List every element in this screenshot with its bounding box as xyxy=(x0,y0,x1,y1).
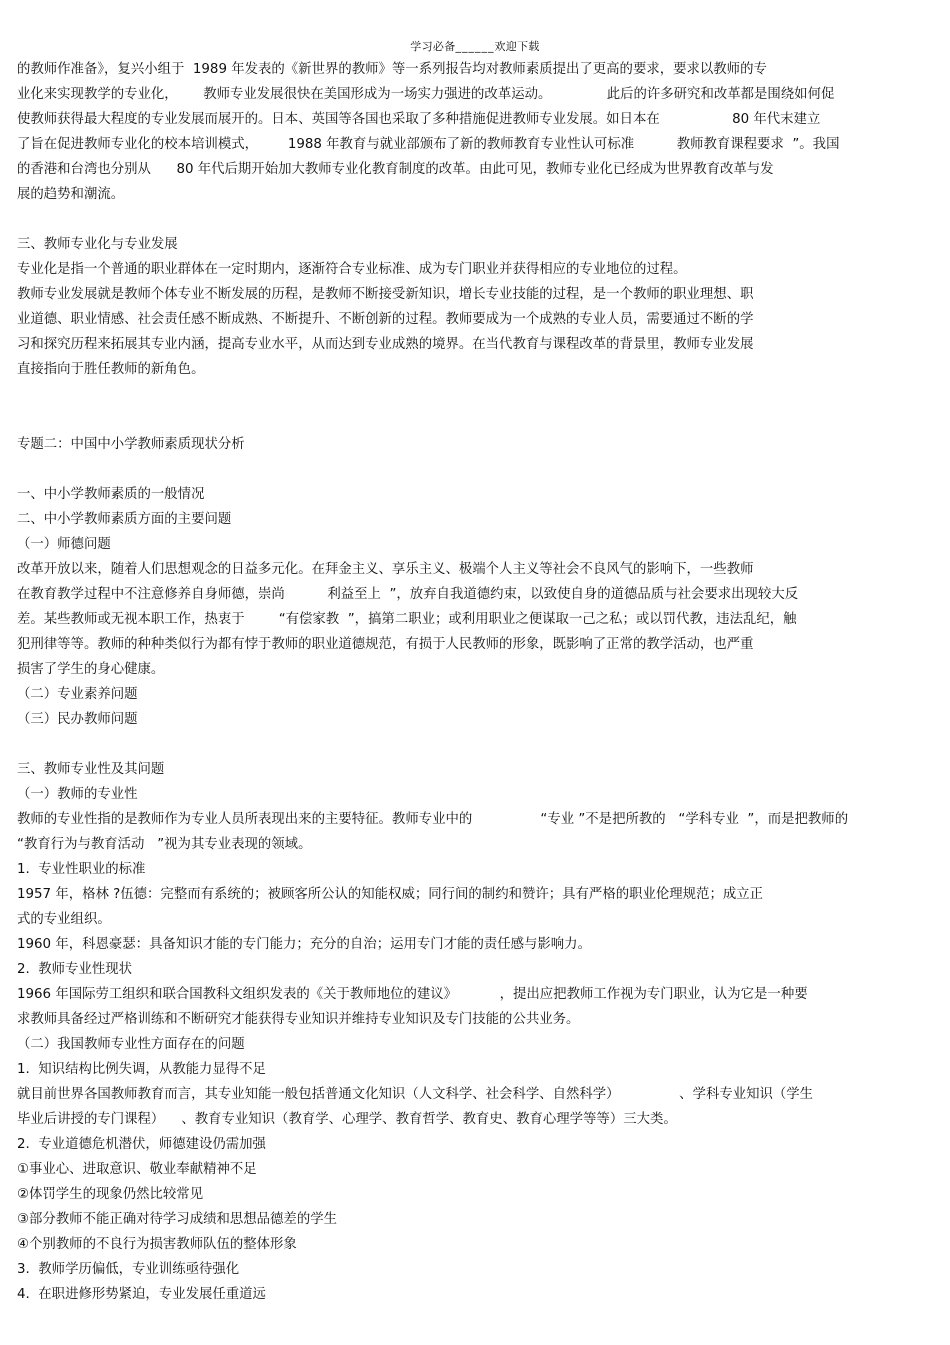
list-item: ②体罚学生的现象仍然比较常见 xyxy=(17,1187,204,1202)
paragraph-line: 的香港和台湾也分别从 80 年代后期开始加大教师专业化教育制度的改革。由此可见，教师专业化已经成为世界教育改革与发 xyxy=(17,162,774,177)
paragraph-line: 1966 年国际劳工组织和联合国教科文组织发表的《关于教师地位的建议》 ，提出应把教师工作视为专门职业，认为它是一种要 xyxy=(17,987,808,1002)
list-item: ①事业心、进取意识、敬业奉献精神不足 xyxy=(17,1162,257,1177)
paragraph-line: 展的趋势和潮流。 xyxy=(17,187,125,202)
paragraph-line: 专业化是指一个普通的职业群体在一定时期内，逐渐符合专业标准、成为专门职业并获得相应的专业地位的过程。 xyxy=(17,262,687,277)
section-heading: 一、中小学教师素质的一般情况 xyxy=(17,487,205,502)
paragraph-line: 式的专业组织。 xyxy=(17,912,111,927)
paragraph-line: 教师专业发展就是教师个体专业不断发展的历程，是教师不断接受新知识，增长专业技能的过程，是一个教师的职业理想、职 xyxy=(17,287,754,302)
paragraph-line: 的教师作准备》，复兴小组于 1989 年发表的《新世界的教师》等一系列报告均对教师素质提出了更高的要求，要求以教师的专 xyxy=(17,62,767,77)
paragraph-line: 在教育教学过程中不注意修养自身师德，崇尚 利益至上 ”，放弃自我道德约束，以致使自身的道德品质与社会要求出现较大反 xyxy=(17,587,799,602)
paragraph-line: 损害了学生的身心健康。 xyxy=(17,662,165,677)
paragraph-line: 差。某些教师或无视本职工作，热衷于 “有偿家教 ”，搞第二职业；或利用职业之便谋取一己之私；或以罚代教，违法乱纪，触 xyxy=(17,612,797,627)
paragraph-line: 1957 年，格林 ?伍德：完整而有系统的；被顾客所公认的知能权威；同行间的制约和赞许；具有严格的职业伦理规范；成立正 xyxy=(17,887,764,902)
numbered-heading: 4. 在职进修形势紧迫，专业发展任重道远 xyxy=(17,1287,266,1302)
paragraph-line: 使教师获得最大程度的专业发展而展开的。日本、英国等各国也采取了多种措施促进教师专业发展。如日本在 80 年代末建立 xyxy=(17,112,821,127)
topic-heading: 专题二：中国中小学教师素质现状分析 xyxy=(17,437,245,452)
numbered-heading: 1. 专业性职业的标准 xyxy=(17,862,146,877)
paragraph-line: 直接指向于胜任教师的新角色。 xyxy=(17,362,205,377)
paragraph-line: 犯刑律等等。教师的种种类似行为都有悖于教师的职业道德规范，有损于人民教师的形象，既影响了正常的教学活动，也严重 xyxy=(17,637,754,652)
paragraph-line: 教师的专业性指的是教师作为专业人员所表现出来的主要特征。教师专业中的 “专业 ”不是把所教的 “学科专业 ”，而是把教师的 xyxy=(17,812,849,827)
header-right: 欢迎下载 xyxy=(494,40,540,53)
paragraph-line: 改革开放以来，随着人们思想观念的日益多元化。在拜金主义、享乐主义、极端个人主义等社会不良风气的影响下，一些教师 xyxy=(17,562,754,577)
paragraph-line: 业道德、职业情感、社会责任感不断成熟、不断提升、不断创新的过程。教师要成为一个成熟的专业人员，需要通过不断的学 xyxy=(17,312,754,327)
list-item: ③部分教师不能正确对待学习成绩和思想品德差的学生 xyxy=(17,1212,337,1227)
paragraph-line: 求教师具备经过严格训练和不断研究才能获得专业知识并维持专业知识及专门技能的公共业务。 xyxy=(17,1012,580,1027)
numbered-heading: 1. 知识结构比例失调，从教能力显得不足 xyxy=(17,1062,266,1077)
header-left: 学习必备 xyxy=(410,40,456,53)
paragraph-line: 1960 年，科恩豪瑟：具备知识才能的专门能力；充分的自治；运用专门才能的责任感与影响力。 xyxy=(17,937,591,952)
paragraph-line: 业化来实现教学的专业化， 教师专业发展很快在美国形成为一场实力强进的改革运动。 此后的许多研究和改革都是围绕如何促 xyxy=(17,87,835,102)
numbered-heading: 2. 专业道德危机潜伏，师德建设仍需加强 xyxy=(17,1137,266,1152)
page-header xyxy=(0,40,950,54)
subsection-heading: （二）我国教师专业性方面存在的问题 xyxy=(17,1037,245,1052)
numbered-heading: 3. 教师学历偏低，专业训练亟待强化 xyxy=(17,1262,240,1277)
subsection-heading: （三）民办教师问题 xyxy=(17,712,138,727)
subsection-heading: （二）专业素养问题 xyxy=(17,687,138,702)
section-heading: 三、教师专业性及其问题 xyxy=(17,762,165,777)
paragraph-line: 习和探究历程来拓展其专业内涵，提高专业水平，从而达到专业成熟的境界。在当代教育与课程改革的背景里，教师专业发展 xyxy=(17,337,754,352)
subsection-heading: （一）教师的专业性 xyxy=(17,787,138,802)
paragraph-line: “教育行为与教育活动 ”视为其专业表现的领域。 xyxy=(17,837,312,852)
list-item: ④个别教师的不良行为损害教师队伍的整体形象 xyxy=(17,1237,297,1252)
subsection-heading: （一）师德问题 xyxy=(17,537,111,552)
paragraph-line: 了旨在促进教师专业化的校本培训模式， 1988 年教育与就业部颁布了新的教师教育专业性认可标准 教师教育课程要求 ”。我国 xyxy=(17,137,840,152)
numbered-heading: 2. 教师专业性现状 xyxy=(17,962,133,977)
section-heading: 二、中小学教师素质方面的主要问题 xyxy=(17,512,232,527)
header-dashes: ______ xyxy=(455,40,495,53)
section-heading: 三、教师专业化与专业发展 xyxy=(17,237,178,252)
paragraph-line: 毕业后讲授的专门课程） 、教育专业知识（教育学、心理学、教育哲学、教育史、教育心理学等等）三大类。 xyxy=(17,1112,677,1127)
paragraph-line: 就目前世界各国教师教育而言，其专业知能一般包括普通文化知识（人文科学、社会科学、自然科学） 、学科专业知识（学生 xyxy=(17,1087,814,1102)
